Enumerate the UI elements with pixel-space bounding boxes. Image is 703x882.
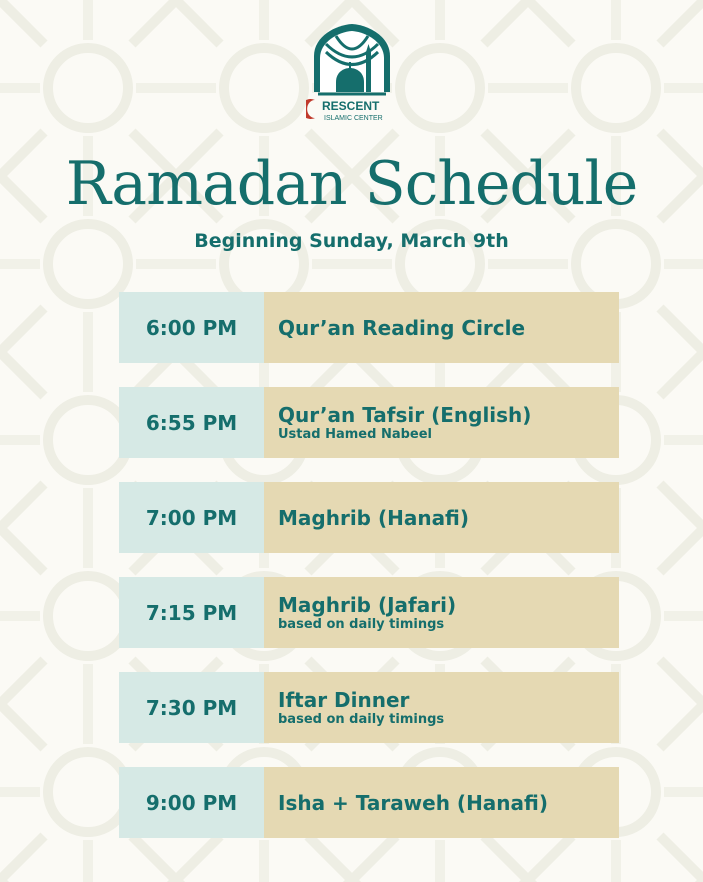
event-note: Ustad Hamed Nabeel: [278, 426, 433, 442]
event-note: based on daily timings: [278, 711, 445, 727]
logo-subtext: ISLAMIC CENTER: [324, 115, 383, 122]
crescent-islamic-center-logo: [306, 22, 398, 124]
page-subtitle: Beginning Sunday, March 9th: [194, 230, 509, 252]
event-note: based on daily timings: [278, 616, 445, 632]
schedule-time: 6:55 PM: [119, 387, 264, 458]
schedule-row: [119, 292, 619, 363]
schedule-event: [264, 387, 619, 458]
schedule-event: [264, 292, 619, 363]
schedule-time: 7:00 PM: [119, 482, 264, 553]
event-name: Isha + Taraweh (Hanafi): [278, 790, 548, 815]
schedule-row: [119, 672, 619, 743]
schedule-row: [119, 387, 619, 458]
schedule-event: [264, 577, 619, 648]
event-name: Maghrib (Hanafi): [278, 505, 470, 530]
schedule-event: [264, 767, 619, 838]
event-name: Qur’an Reading Circle: [278, 315, 526, 340]
schedule-row: [119, 482, 619, 553]
schedule-event: [264, 672, 619, 743]
schedule-time: 9:00 PM: [119, 767, 264, 838]
logo-word: RESCENT: [322, 99, 380, 113]
schedule-row: [119, 577, 619, 648]
event-name: Maghrib (Jafari): [278, 592, 457, 617]
schedule-time: 7:30 PM: [119, 672, 264, 743]
event-name: Iftar Dinner: [278, 687, 410, 712]
event-name: Qur’an Tafsir (English): [278, 402, 532, 427]
schedule-time: 6:00 PM: [119, 292, 264, 363]
schedule-time: 7:15 PM: [119, 577, 264, 648]
schedule-event: [264, 482, 619, 553]
page-title: Ramadan Schedule: [65, 149, 638, 219]
schedule-row: [119, 767, 619, 838]
schedule-table: [119, 292, 619, 862]
